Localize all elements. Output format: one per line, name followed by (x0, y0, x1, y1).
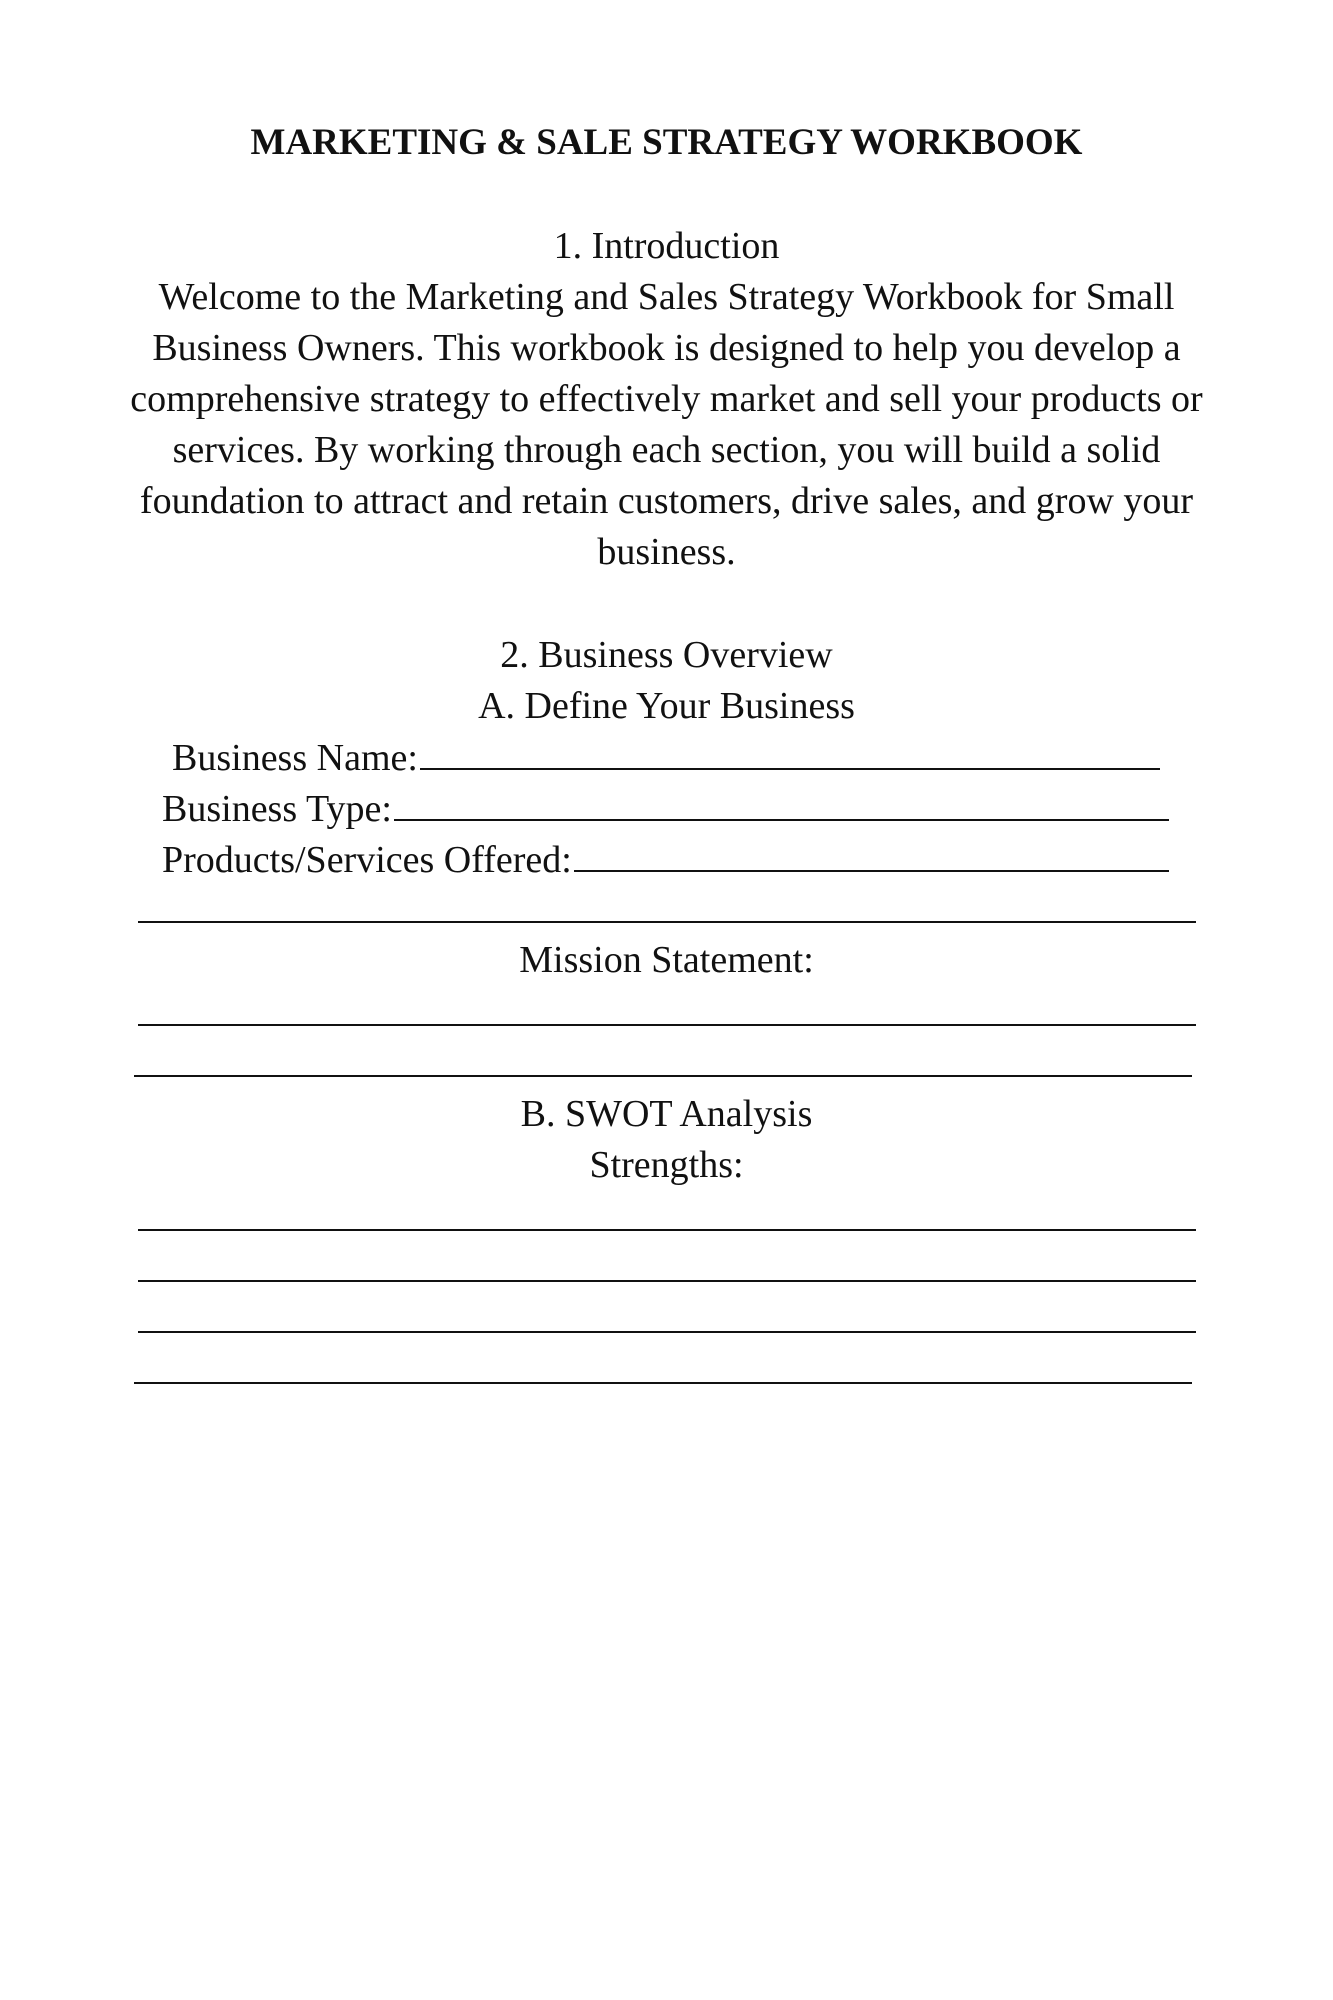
strengths-line-3[interactable] (138, 1331, 1196, 1333)
mission-statement-label: Mission Statement: (519, 939, 814, 981)
strengths-line-1[interactable] (138, 1229, 1196, 1231)
mission-statement-line-1[interactable] (138, 1024, 1196, 1026)
business-type-blank[interactable] (394, 783, 1169, 821)
products-services-extra-line[interactable] (138, 921, 1196, 923)
business-name-label: Business Name: (172, 737, 418, 779)
products-services-blank[interactable] (574, 834, 1169, 872)
business-name-row (172, 732, 1160, 784)
document-title: MARKETING & SALE STRATEGY WORKBOOK (250, 122, 1083, 163)
introduction-paragraph: Welcome to the Marketing and Sales Strategy Workbook for Small Business Owners. This workbook is designed to help you develop a comprehensive strategy to effectively market and sell your products or services. By working through each section, you will build a solid foundation to attract and retain customers, drive sales, and grow your business. (130, 276, 1203, 573)
mission-statement-line-2[interactable] (134, 1075, 1192, 1077)
strengths-line-2[interactable] (138, 1280, 1196, 1282)
swot-analysis-heading: B. SWOT Analysis (520, 1093, 813, 1135)
introduction-paragraph-block (130, 272, 1203, 578)
products-services-row (162, 834, 1169, 886)
business-type-label: Business Type: (162, 788, 392, 830)
strengths-line-4[interactable] (134, 1382, 1192, 1384)
business-overview-heading: 2. Business Overview (500, 634, 833, 676)
products-services-label: Products/Services Offered: (162, 839, 572, 881)
business-name-blank[interactable] (420, 732, 1160, 770)
strengths-label: Strengths: (589, 1144, 744, 1186)
introduction-heading: 1. Introduction (553, 225, 780, 267)
define-business-heading: A. Define Your Business (478, 685, 855, 727)
business-type-row (162, 783, 1169, 835)
